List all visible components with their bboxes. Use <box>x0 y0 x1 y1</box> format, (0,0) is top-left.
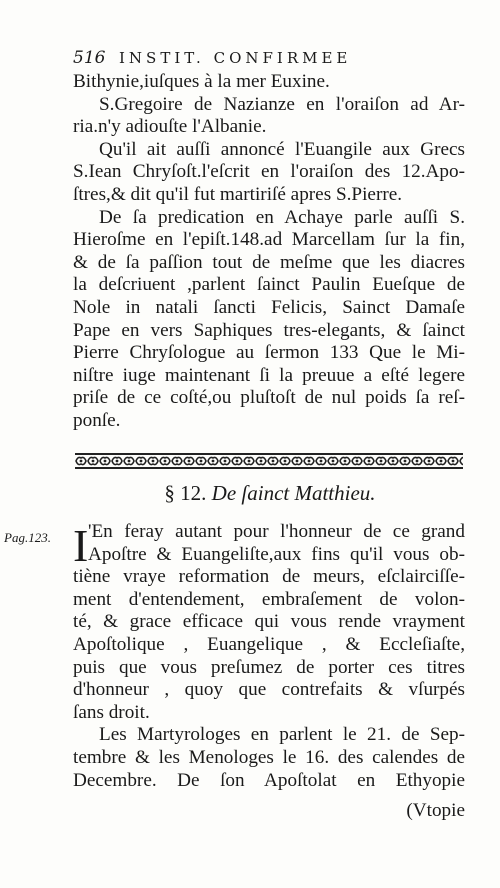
text-line: Pape en vers Saphiques tres-elegants, & ſainct <box>73 319 465 341</box>
text-line: Apoſtre & Euangeliſte,aux fins qu'il vous ob- <box>88 543 465 565</box>
text-line: Bithynie,iuſques à la mer Euxine. <box>73 71 330 92</box>
text-line: ponſe. <box>73 409 121 431</box>
text-line: ſans droit. <box>73 701 150 723</box>
text-line: 'En feray autant pour l'honneur de ce grand <box>88 521 465 542</box>
text-line: Apoſtolique , Euangelique , & Eccleſiaſte, <box>73 633 465 655</box>
ornamental-border <box>75 452 463 470</box>
text-line: Hieroſme en l'epiſt.148.ad Marcellam ſur la fin, <box>73 229 465 251</box>
text-line: Les Martyrologes en parlent le 21. de Sep- <box>99 724 465 746</box>
text-block-bottom <box>73 521 465 792</box>
text-line: la deſcriuent ,parlent ſainct Paulin Eueſque de <box>73 274 465 296</box>
text-line: d'honneur , quoy que contrefaits & vſurpés <box>73 679 465 701</box>
section-number: § 12. <box>164 481 207 505</box>
text-line: puis que vous preſumez de porter ces titres <box>73 656 465 678</box>
margin-note: Pag.123. <box>4 530 51 545</box>
text-line: tembre & les Menologes le 16. des calendes de <box>73 746 465 768</box>
page-number: 516 <box>73 48 106 68</box>
text-line: ſtres,& dit qu'il fut martiriſé apres S.Pierre. <box>73 183 403 205</box>
running-head <box>73 48 463 68</box>
text-line: S.Iean Chryſoſt.l'eſcrit en l'oraiſon des 12.Apo- <box>73 161 465 183</box>
text-line: ment d'entendement, embraſement de volon- <box>73 588 465 610</box>
section-heading <box>75 480 465 506</box>
running-title: INSTIT. CONFIRMEE <box>119 49 352 67</box>
dropcap-paragraph-start <box>73 520 465 571</box>
text-line: Decembre. De ſon Apoſtolat en Ethyopie <box>73 769 465 791</box>
text-line: niſtre iuge maintenant ſi la preuue a eſté legere <box>73 364 465 386</box>
catchword: (Vtopie <box>406 800 465 821</box>
text-line: S.Gregoire de Nazianze en l'oraiſon ad Ar- <box>99 93 465 115</box>
drop-cap: I <box>73 520 89 571</box>
text-line: priſe de ce coſté,ou pluſtoſt de nul poids ſa reſ- <box>73 387 465 409</box>
text-line: Qu'il ait auſſi annoncé l'Euangile aux Grecs <box>99 138 465 160</box>
section-title: De ſainct Matthieu. <box>211 481 376 505</box>
text-line: De ſa predication en Achaye parle auſſi S. <box>99 206 465 228</box>
text-line: ria.n'y adiouſte l'Albanie. <box>73 116 267 138</box>
text-line: Pierre Chryſologue au ſermon 133 Que le Mi- <box>73 342 465 364</box>
text-line: & de ſa paſſion tout de meſme que les diacres <box>73 251 465 273</box>
text-block-top <box>73 71 465 433</box>
text-line: Nole in natali ſancti Felicis, Sainct Damaſe <box>73 296 465 318</box>
text-line: tiène vraye reformation de meurs, eſclairciſſe- <box>73 566 465 588</box>
text-line: té, & grace efficace qui vous rende vrayment <box>73 611 465 633</box>
